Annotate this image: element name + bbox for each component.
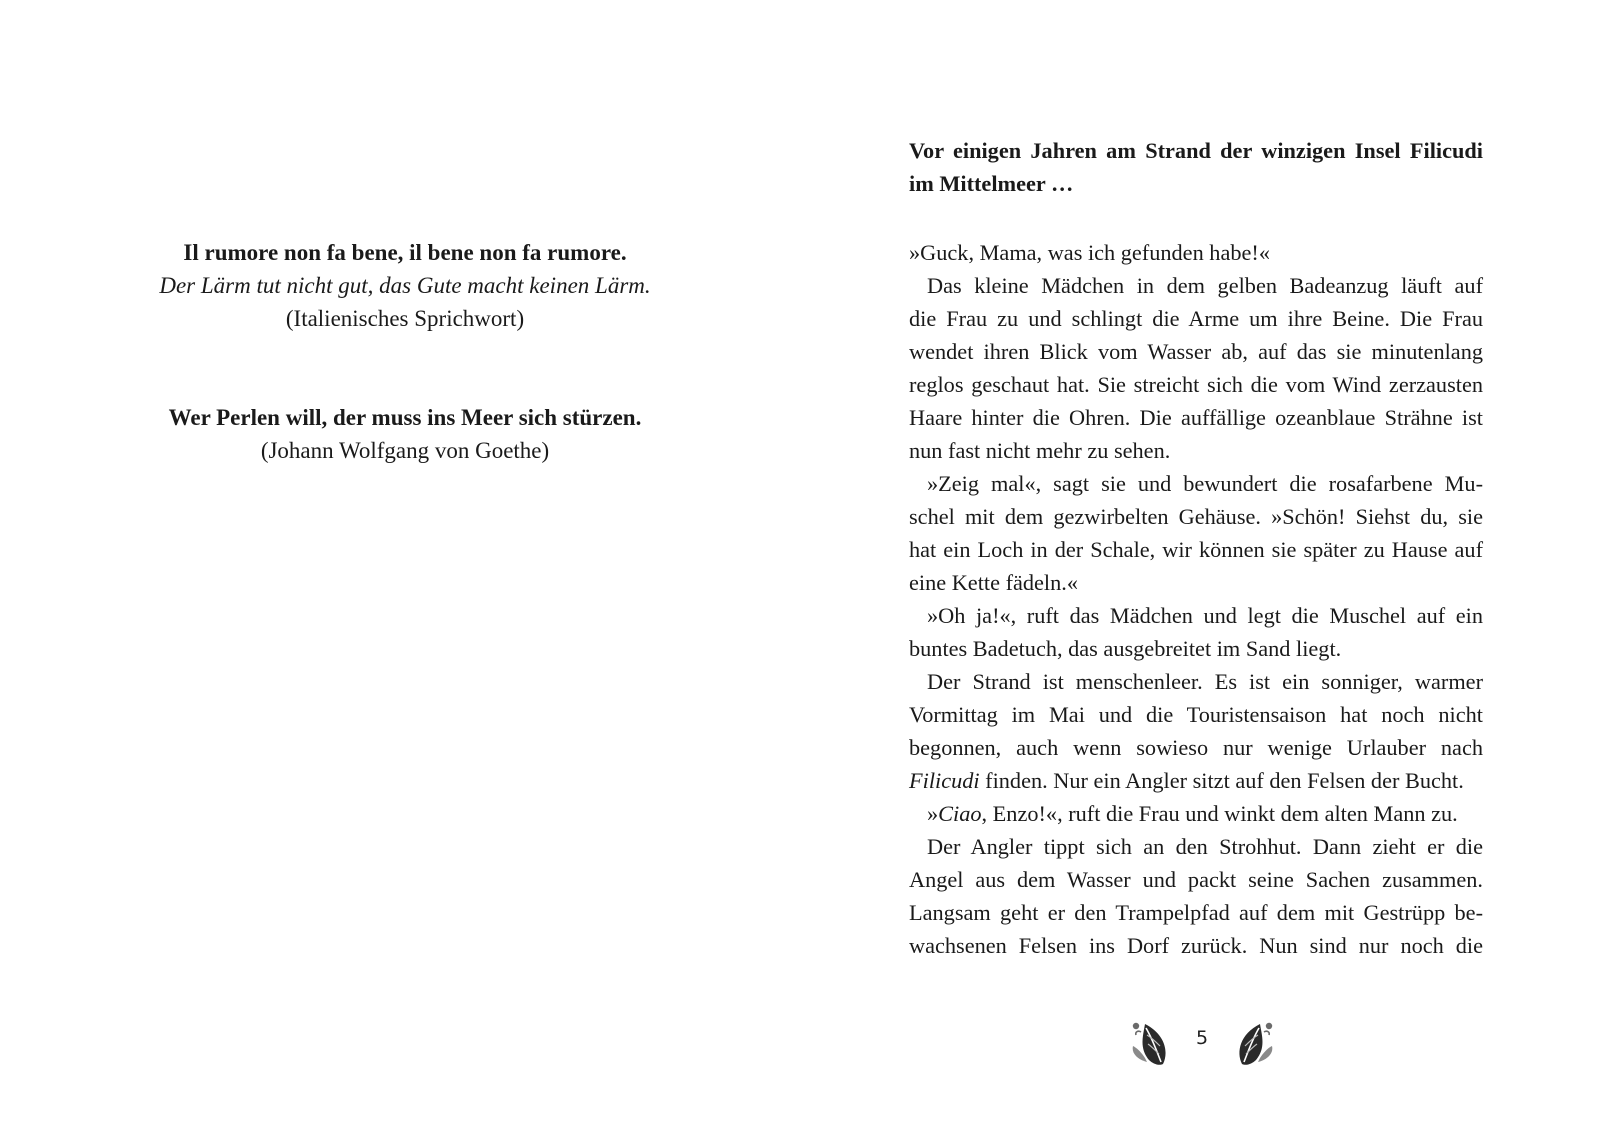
italian-proverb-quote — [100, 236, 710, 335]
goethe-quote — [100, 401, 710, 467]
italic-word: Ciao — [938, 801, 982, 826]
body-line: begonnen, auch wenn sowieso nur wenige Urlauber nach — [909, 735, 1483, 760]
body-line: Haare hinter die Ohren. Die auffällige ozeanblaue Strähne ist — [909, 405, 1483, 430]
body-line: nun fast nicht mehr zu sehen. — [909, 438, 1171, 463]
body-line: die Frau zu und schlingt die Arme um ihre Beine. Die Frau — [909, 306, 1483, 331]
quote-attribution: (Johann Wolfgang von Goethe) — [260, 438, 550, 463]
body-line: »Guck, Mama, was ich gefunden habe!« — [909, 240, 1270, 265]
italic-word: Filicudi — [909, 768, 980, 793]
body-line: »Zeig mal«, sagt sie und bewundert die rosafarbene Mu- — [927, 471, 1483, 496]
quote-original: Il rumore non fa bene, il bene non fa rumore. — [183, 240, 627, 265]
body-line: »Ciao, Enzo!«, ruft die Frau und winkt dem alten Mann zu. — [927, 801, 1458, 826]
body-line: buntes Badetuch, das ausgebreitet im Sand liegt. — [909, 636, 1342, 661]
body-line: Angel aus dem Wasser und packt seine Sachen zusammen. — [909, 867, 1483, 892]
body-line: schel mit dem gezwirbelten Gehäuse. »Schön! Siehst du, sie — [909, 504, 1483, 529]
quote-translation: Der Lärm tut nicht gut, das Gute macht keinen Lärm. — [159, 273, 651, 298]
quote-attribution: (Italienisches Sprichwort) — [285, 306, 525, 331]
page-footer — [1127, 1018, 1277, 1068]
body-line: »Oh ja!«, ruft das Mädchen und legt die Muschel auf ein — [927, 603, 1483, 628]
body-line: hat ein Loch in der Schale, wir können sie später zu Hause auf — [909, 537, 1483, 562]
body-line: Der Angler tippt sich an den Strohhut. Dann zieht er die — [927, 834, 1483, 859]
quote-original: Wer Perlen will, der muss ins Meer sich stürzen. — [168, 405, 642, 430]
body-line: Das kleine Mädchen in dem gelben Badeanzug läuft auf — [927, 273, 1483, 298]
right-page — [800, 0, 1600, 1131]
body-line: reglos geschaut hat. Sie streicht sich die vom Wind zerzausten — [909, 372, 1483, 397]
body-line: Der Strand ist menschenleer. Es ist ein sonniger, warmer — [927, 669, 1483, 694]
body-line: Langsam geht er den Trampelpfad auf dem mit Gestrüpp be- — [909, 900, 1483, 925]
body-line: Filicudi finden. Nur ein Angler sitzt auf den Felsen der Bucht. — [909, 768, 1464, 793]
heading-line: im Mittelmeer … — [909, 171, 1074, 196]
body-line: wendet ihren Blick vom Wasser ab, auf das sie minutenlang — [909, 339, 1483, 364]
body-line: eine Kette fädeln.« — [909, 570, 1079, 595]
body-text — [909, 236, 1483, 962]
chapter-heading — [909, 134, 1483, 200]
heading-line: Vor einigen Jahren am Strand der winzigen Insel Filicudi — [909, 138, 1483, 163]
body-line: wachsenen Felsen ins Dorf zurück. Nun sind nur noch die — [909, 933, 1483, 958]
page-number: 5 — [1195, 1027, 1209, 1049]
leaf-ornament-icon — [1127, 1018, 1173, 1068]
leaf-ornament-icon — [1232, 1018, 1278, 1068]
body-line: Vormittag im Mai und die Touristensaison hat noch nicht — [909, 702, 1483, 727]
